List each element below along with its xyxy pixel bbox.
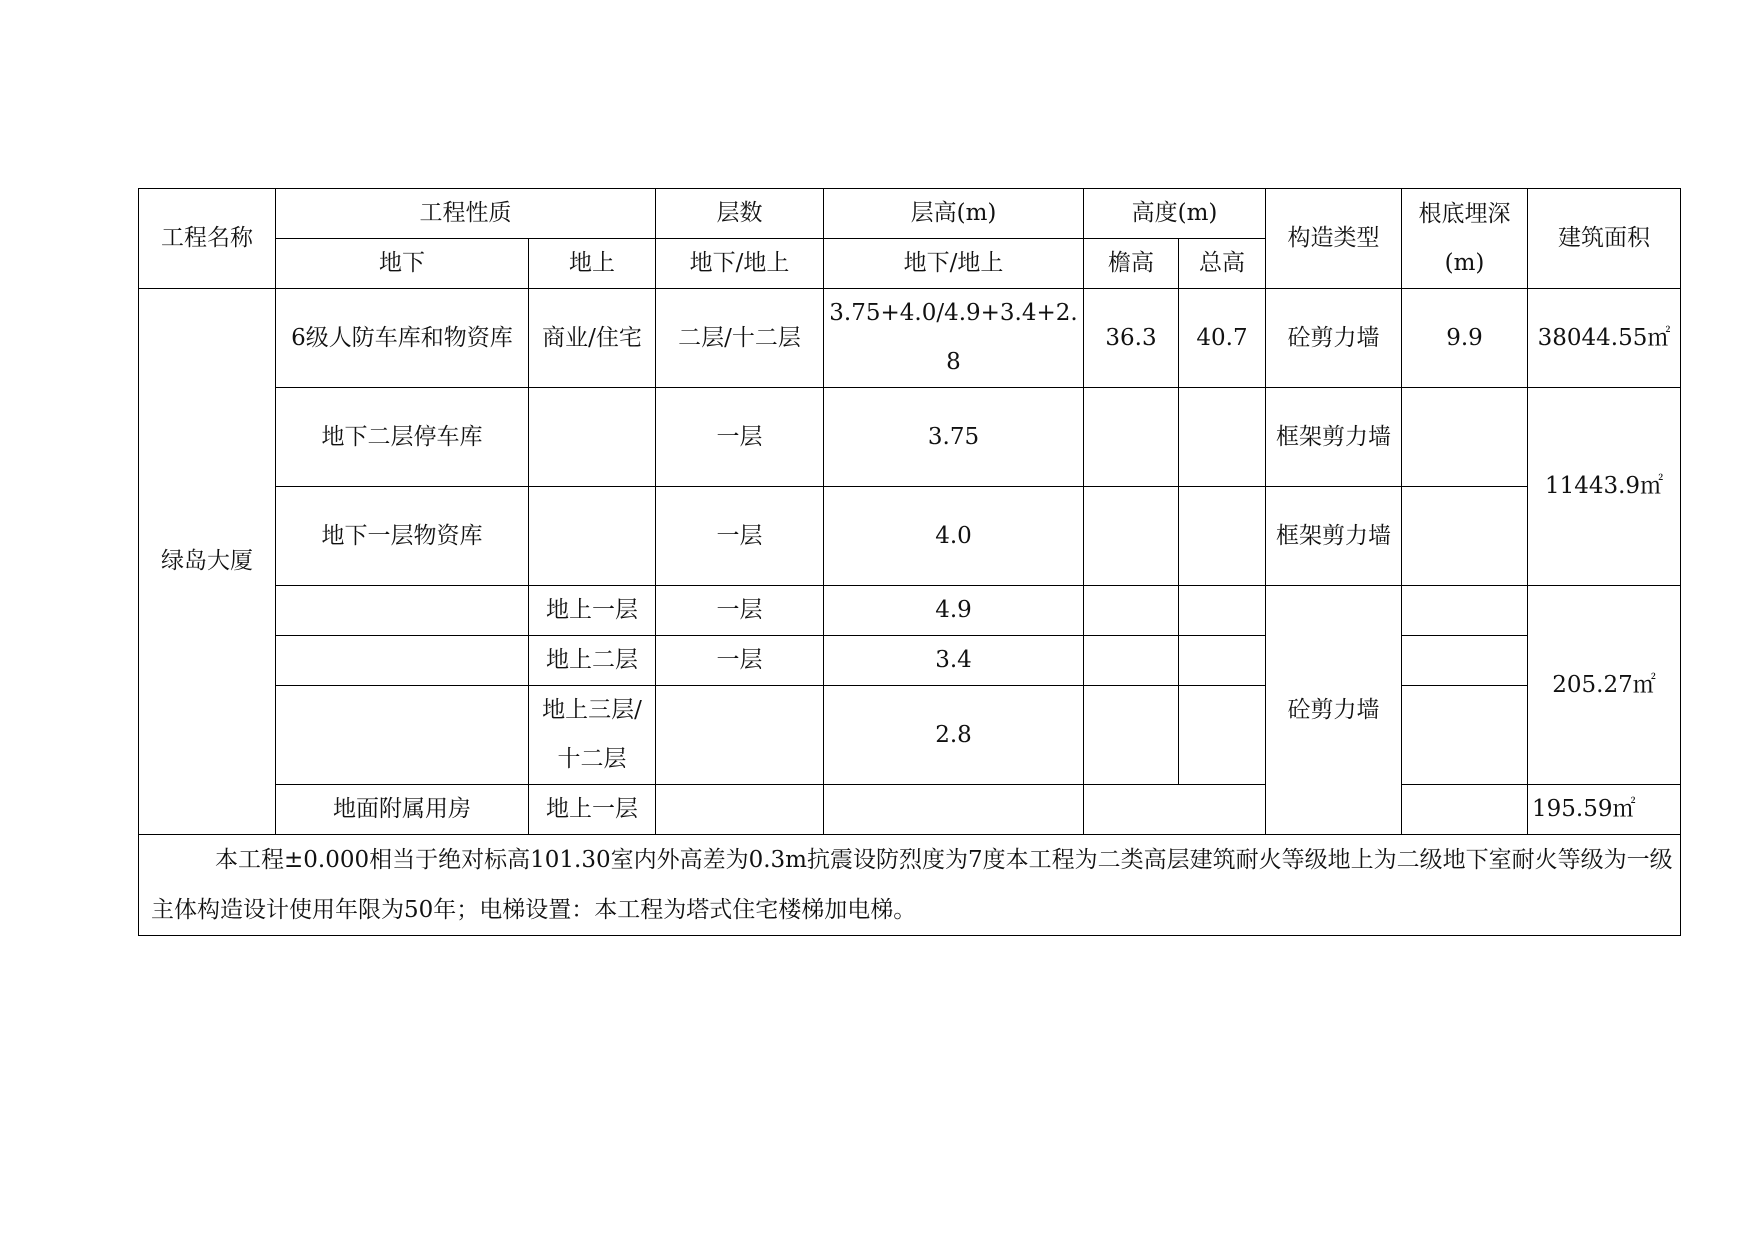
header-height: 高度(m) xyxy=(1084,189,1266,239)
header-floors-sub: 地下/地上 xyxy=(656,239,824,289)
note-text: 本工程±0.000相当于绝对标高101.30室内外高差为0.3m抗震设防烈度为7度本工程为二类高层建筑耐火等级地上为二级地下室耐火等级为一级主体构造设计使用年限为50年；电梯设置：本工程为塔式住宅楼梯加电梯。 xyxy=(151,847,1673,923)
structure-cell: 砼剪力墙 xyxy=(1266,289,1402,388)
depth-cell xyxy=(1402,487,1528,586)
area-cell: 205.27㎡ xyxy=(1528,586,1681,785)
header-eave-height: 檐高 xyxy=(1084,239,1179,289)
header-floor-height: 层高(m) xyxy=(824,189,1084,239)
floor-height-cell: 2.8 xyxy=(824,686,1084,785)
eave-height-cell xyxy=(1084,636,1179,686)
table-row xyxy=(139,785,1681,835)
aboveground-cell xyxy=(529,487,656,586)
floor-height-cell: 4.9 xyxy=(824,586,1084,636)
underground-cell: 地下一层物资库 xyxy=(276,487,529,586)
header-project-name: 工程名称 xyxy=(139,189,276,289)
floor-height-cell: 3.75 xyxy=(824,388,1084,487)
eave-height-cell xyxy=(1084,388,1179,487)
header-row-1 xyxy=(139,189,1681,239)
table-row xyxy=(139,487,1681,586)
total-height-cell xyxy=(1179,636,1266,686)
floors-cell: 二层/十二层 xyxy=(656,289,824,388)
underground-cell xyxy=(276,636,529,686)
depth-cell xyxy=(1402,686,1528,785)
header-nature: 工程性质 xyxy=(276,189,656,239)
underground-cell: 地下二层停车库 xyxy=(276,388,529,487)
floors-cell: 一层 xyxy=(656,487,824,586)
floors-cell xyxy=(656,785,824,835)
floors-cell: 一层 xyxy=(656,636,824,686)
eave-height-cell xyxy=(1084,686,1179,785)
table-row xyxy=(139,289,1681,388)
aboveground-cell: 地上二层 xyxy=(529,636,656,686)
project-note xyxy=(139,835,1681,936)
total-height-cell xyxy=(1179,388,1266,487)
depth-cell xyxy=(1402,388,1528,487)
aboveground-cell: 地上三层/十二层 xyxy=(529,686,656,785)
header-aboveground: 地上 xyxy=(529,239,656,289)
aboveground-cell: 地上一层 xyxy=(529,785,656,835)
structure-cell: 框架剪力墙 xyxy=(1266,388,1402,487)
structure-cell: 框架剪力墙 xyxy=(1266,487,1402,586)
header-underground: 地下 xyxy=(276,239,529,289)
eave-height-cell xyxy=(1084,586,1179,636)
header-building-area: 建筑面积 xyxy=(1528,189,1681,289)
depth-cell xyxy=(1402,586,1528,636)
area-cell: 195.59㎡ xyxy=(1528,785,1681,835)
eave-height-cell xyxy=(1084,487,1179,586)
underground-cell xyxy=(276,686,529,785)
header-foundation-depth: 根底埋深(m) xyxy=(1402,189,1528,289)
floor-height-cell xyxy=(824,785,1084,835)
floor-height-cell: 4.0 xyxy=(824,487,1084,586)
floor-height-cell: 3.4 xyxy=(824,636,1084,686)
depth-cell: 9.9 xyxy=(1402,289,1528,388)
aboveground-cell: 商业/住宅 xyxy=(529,289,656,388)
floors-cell: 一层 xyxy=(656,388,824,487)
header-total-height: 总高 xyxy=(1179,239,1266,289)
total-height-cell xyxy=(1179,686,1266,785)
aboveground-cell xyxy=(529,388,656,487)
depth-cell xyxy=(1402,785,1528,835)
underground-cell: 地面附属用房 xyxy=(276,785,529,835)
floors-cell xyxy=(656,686,824,785)
header-floor-height-sub: 地下/地上 xyxy=(824,239,1084,289)
eave-height-cell: 36.3 xyxy=(1084,289,1179,388)
area-cell: 11443.9㎡ xyxy=(1528,388,1681,586)
floor-height-cell: 3.75+4.0/4.9+3.4+2.8 xyxy=(824,289,1084,388)
table-row xyxy=(139,686,1681,785)
table-row xyxy=(139,586,1681,636)
total-height-cell xyxy=(1179,487,1266,586)
structure-cell: 砼剪力墙 xyxy=(1266,586,1402,835)
aboveground-cell: 地上一层 xyxy=(529,586,656,636)
table-row xyxy=(139,388,1681,487)
height-cell xyxy=(1084,785,1266,835)
depth-cell xyxy=(1402,636,1528,686)
header-floors: 层数 xyxy=(656,189,824,239)
underground-cell xyxy=(276,586,529,636)
note-row xyxy=(139,835,1681,936)
underground-cell: 6级人防车库和物资库 xyxy=(276,289,529,388)
area-cell: 38044.55㎡ xyxy=(1528,289,1681,388)
project-name-cell: 绿岛大厦 xyxy=(139,289,276,835)
floors-cell: 一层 xyxy=(656,586,824,636)
total-height-cell xyxy=(1179,586,1266,636)
header-structure-type: 构造类型 xyxy=(1266,189,1402,289)
total-height-cell: 40.7 xyxy=(1179,289,1266,388)
project-overview-table xyxy=(138,188,1681,936)
table-row xyxy=(139,636,1681,686)
